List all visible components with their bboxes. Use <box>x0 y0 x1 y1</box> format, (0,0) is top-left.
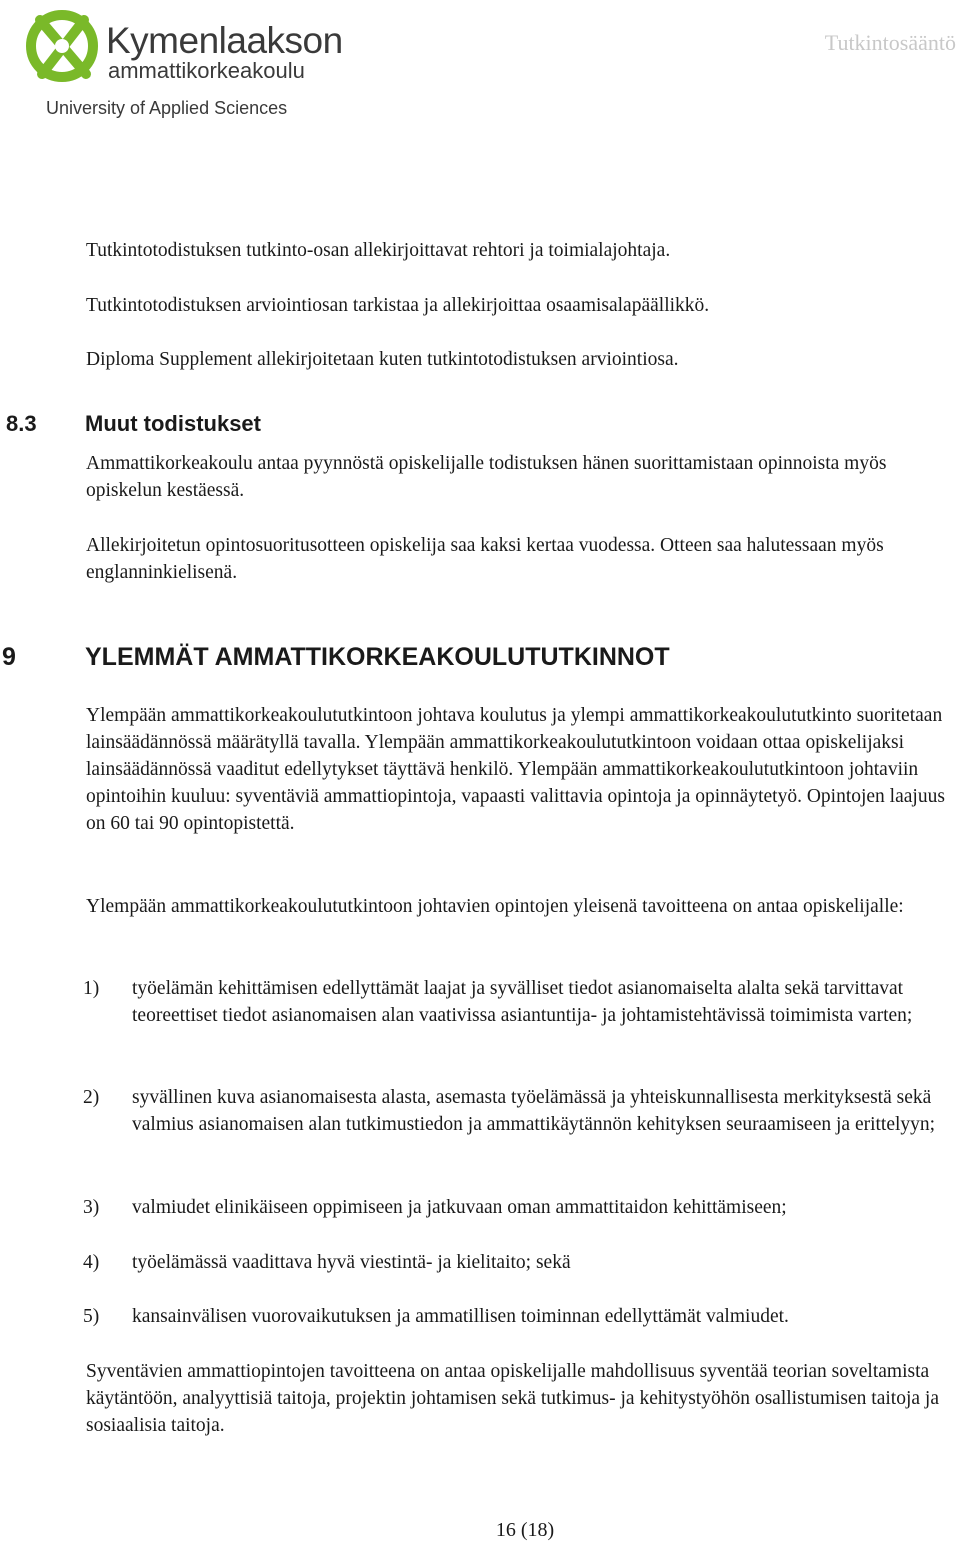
logo-name: Kymenlaakson <box>106 20 343 61</box>
logo-emblem-icon <box>26 8 104 90</box>
list-marker: 2) <box>83 1087 100 1108</box>
list-marker: 4) <box>83 1252 100 1273</box>
university-logo <box>26 8 343 118</box>
section-8-3-heading <box>6 411 261 437</box>
list-text: valmiudet elinikäiseen oppimiseen ja jatkuvaan oman ammattitaidon kehittämiseen; <box>132 1197 787 1218</box>
section-9-heading <box>2 643 670 672</box>
list-text: kansainvälisen vuorovaikutuksen ja ammatillisen toiminnan edellyttämät valmiudet. <box>132 1306 789 1327</box>
list-text: syvällinen kuva asianomaisesta alasta, asemasta työelämässä ja yhteiskunnallisesta merkityksestä sekä valmius asianomaisen alan tutkimustiedon ja ammattikäytännön kehityksen seuraamiseen ja erittelyyn; <box>132 1087 936 1135</box>
page-number: 16 (18) <box>495 1519 555 1541</box>
paragraph-signatories: Tutkintotodistuksen tutkinto-osan allekirjoittavat rehtori ja toimialajohtaja. <box>86 240 671 261</box>
paragraph-assessment: Tutkintotodistuksen arviointiosan tarkistaa ja allekirjoittaa osaamisalapäällikkö. <box>86 295 710 316</box>
logo-english-name: University of Applied Sciences <box>46 98 288 118</box>
section-title: YLEMMÄT AMMATTIKORKEAKOULUTUTKINNOT <box>85 643 670 671</box>
list-item <box>83 975 956 1029</box>
list-text: työelämässä vaadittava hyvä viestintä- ja kielitaito; sekä <box>132 1252 571 1273</box>
section-number: 9 <box>2 643 16 671</box>
section-number: 8.3 <box>6 411 37 436</box>
list-item <box>83 1303 956 1330</box>
paragraph-masters-degree: Ylempään ammattikorkeakoulututkintoon johtava koulutus ja ylempi ammattikorkeakoulututkinto suoritetaan lainsäädännössä määrätyllä tavalla. Ylempään ammattikorkeakoulututkintoon voidaan ottaa opiskelijaksi lainsäädännössä vaaditut edellytykset täyttävä henkilö. Ylempään ammattikorkeakoulututkintoon johtaviin opintoihin kuuluu: syventäviä ammattiopintoja, vapaasti valittavia opintoja ja opinnäytetyö. Opintojen laajuus on 60 tai 90 opintopistettä. <box>86 705 945 834</box>
logo-subname: ammattikorkeakoulu <box>108 58 305 83</box>
list-marker: 5) <box>83 1306 100 1327</box>
list-item <box>83 1084 956 1138</box>
paragraph-diploma-supplement: Diploma Supplement allekirjoitetaan kuten tutkintotodistuksen arviointiosa. <box>86 349 679 370</box>
paragraph-transcript: Allekirjoitetun opintosuoritusotteen opiskelija saa kaksi kertaa vuodessa. Otteen saa halutessaan myös englanninkielisenä. <box>86 535 884 583</box>
list-marker: 3) <box>83 1197 100 1218</box>
list-item <box>83 1194 956 1221</box>
paragraph-other-certificates: Ammattikorkeakoulu antaa pyynnöstä opiskelijalle todistuksen hänen suorittamistaan opinnoista myös opiskelun kestäessä. <box>86 453 887 501</box>
list-text: työelämän kehittämisen edellyttämät laajat ja syvälliset tiedot asianomaiselta alalta sekä tarvittavat teoreettiset tiedot asianomaisen alan vaativissa asiantuntija- ja johtamistehtävissä toimimista varten; <box>132 978 913 1026</box>
paragraph-advanced-studies: Syventävien ammattiopintojen tavoitteena on antaa opiskelijalle mahdollisuus syventää teorian soveltamista käytäntöön, analyyttisiä taitoja, projektin johtamisen sekä tutkimus- ja kehitystyöhön osallistumisen taitoja ja sosiaalisia taitoja. <box>86 1361 939 1436</box>
document-title: Tutkintosääntö <box>824 30 956 55</box>
paragraph-goals-intro: Ylempään ammattikorkeakoulututkintoon johtavien opintojen yleisenä tavoitteena on antaa opiskelijalle: <box>86 896 904 917</box>
list-item <box>83 1249 956 1276</box>
list-marker: 1) <box>83 978 100 999</box>
section-title: Muut todistukset <box>85 411 261 436</box>
